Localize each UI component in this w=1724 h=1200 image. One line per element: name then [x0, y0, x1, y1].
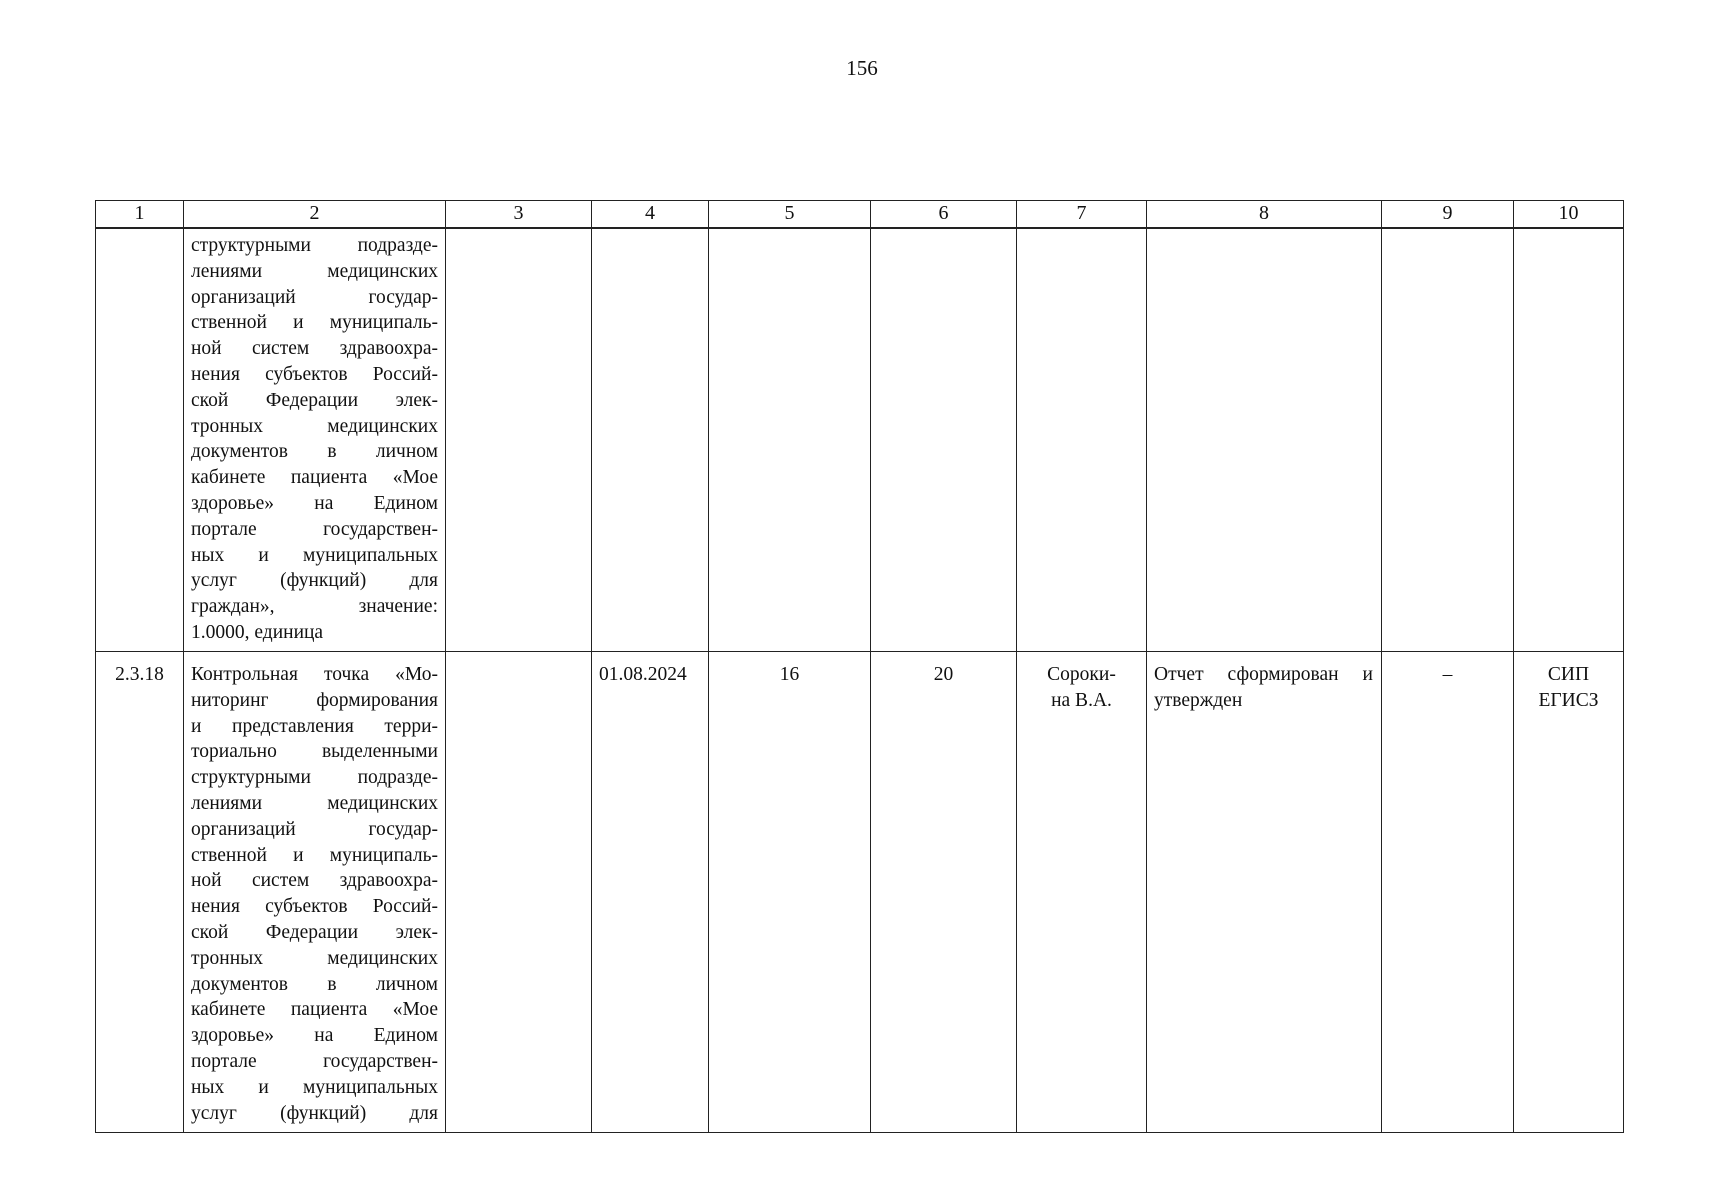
table-row — [96, 652, 1624, 1133]
description-line: и представления терри- — [191, 715, 438, 737]
row-description — [184, 652, 446, 1133]
cell-col6 — [871, 228, 1017, 652]
cell-col4 — [592, 228, 709, 652]
responsible-line: Сороки- — [1047, 664, 1116, 685]
column-header: 2 — [184, 201, 446, 229]
cell-system — [1514, 652, 1624, 1133]
cell-col5: 16 — [709, 652, 871, 1133]
description-line: портале государствен- — [191, 1050, 438, 1072]
column-header-row — [96, 201, 1624, 229]
description-line: ной систем здравоохра- — [191, 338, 438, 360]
description-line: лениями медицинских — [191, 260, 438, 282]
column-header: 6 — [871, 201, 1017, 229]
cell-col8 — [1147, 228, 1382, 652]
plan-table — [95, 200, 1624, 1133]
result-line: утвержден — [1154, 689, 1243, 711]
description-line: тронных медицинских — [191, 947, 438, 969]
description-line: структурными подразде- — [191, 235, 438, 256]
description-line: нения субъектов Россий- — [191, 363, 438, 385]
description-line: ной систем здравоохра- — [191, 870, 438, 892]
cell-col9: – — [1382, 652, 1514, 1133]
description-line: организаций государ- — [191, 818, 438, 840]
description-line: кабинете пациента «Мое — [191, 467, 438, 489]
cell-result — [1147, 652, 1382, 1133]
column-header: 10 — [1514, 201, 1624, 229]
description-line: ных и муниципальных — [191, 1076, 438, 1098]
system-line: ЕГИСЗ — [1538, 689, 1599, 711]
system-line: СИП — [1547, 664, 1590, 685]
responsible-line: на В.А. — [1051, 689, 1112, 711]
column-header: 9 — [1382, 201, 1514, 229]
column-header: 5 — [709, 201, 871, 229]
column-header: 7 — [1017, 201, 1147, 229]
description-line: ской Федерации элек- — [191, 389, 438, 411]
column-header: 1 — [96, 201, 184, 229]
description-line: здоровье» на Едином — [191, 1025, 438, 1047]
cell-col9 — [1382, 228, 1514, 652]
description-line: Контрольная точка «Мо- — [191, 664, 438, 685]
description-line: ственной и муниципаль- — [191, 844, 438, 866]
description-line: услуг (функций) для — [191, 1102, 438, 1124]
row-number: 2.3.18 — [96, 652, 184, 1133]
description-line: ской Федерации элек- — [191, 921, 438, 943]
result-line: Отчет сформирован и — [1154, 664, 1373, 685]
description-line: лениями медицинских — [191, 792, 438, 814]
page-number: 156 — [846, 56, 878, 80]
cell-col5 — [709, 228, 871, 652]
column-header: 4 — [592, 201, 709, 229]
description-line: здоровье» на Едином — [191, 492, 438, 514]
row-number — [96, 228, 184, 652]
table-row — [96, 228, 1624, 652]
description-line: 1.0000, единица — [191, 621, 324, 643]
cell-date: 01.08.2024 — [592, 652, 709, 1133]
description-line: ственной и муниципаль- — [191, 312, 438, 334]
row-description — [184, 228, 446, 652]
description-line: ных и муниципальных — [191, 544, 438, 566]
description-line: документов в личном — [191, 973, 438, 995]
description-line: услуг (функций) для — [191, 570, 438, 592]
description-line: документов в личном — [191, 441, 438, 463]
description-line: кабинете пациента «Мое — [191, 999, 438, 1021]
cell-col10 — [1514, 228, 1624, 652]
description-line: тронных медицинских — [191, 415, 438, 437]
description-line: структурными подразде- — [191, 767, 438, 789]
description-line: ниторинг формирования — [191, 689, 438, 711]
cell-col3 — [446, 652, 592, 1133]
description-line: организаций государ- — [191, 286, 438, 308]
cell-responsible — [1017, 652, 1147, 1133]
description-line: ториально выделенными — [191, 741, 438, 763]
description-line: нения субъектов Россий- — [191, 896, 438, 918]
column-header: 8 — [1147, 201, 1382, 229]
column-header: 3 — [446, 201, 592, 229]
description-line: граждан», значение: — [191, 596, 438, 618]
cell-col6: 20 — [871, 652, 1017, 1133]
cell-col7 — [1017, 228, 1147, 652]
cell-col3 — [446, 228, 592, 652]
description-line: портале государствен- — [191, 518, 438, 540]
